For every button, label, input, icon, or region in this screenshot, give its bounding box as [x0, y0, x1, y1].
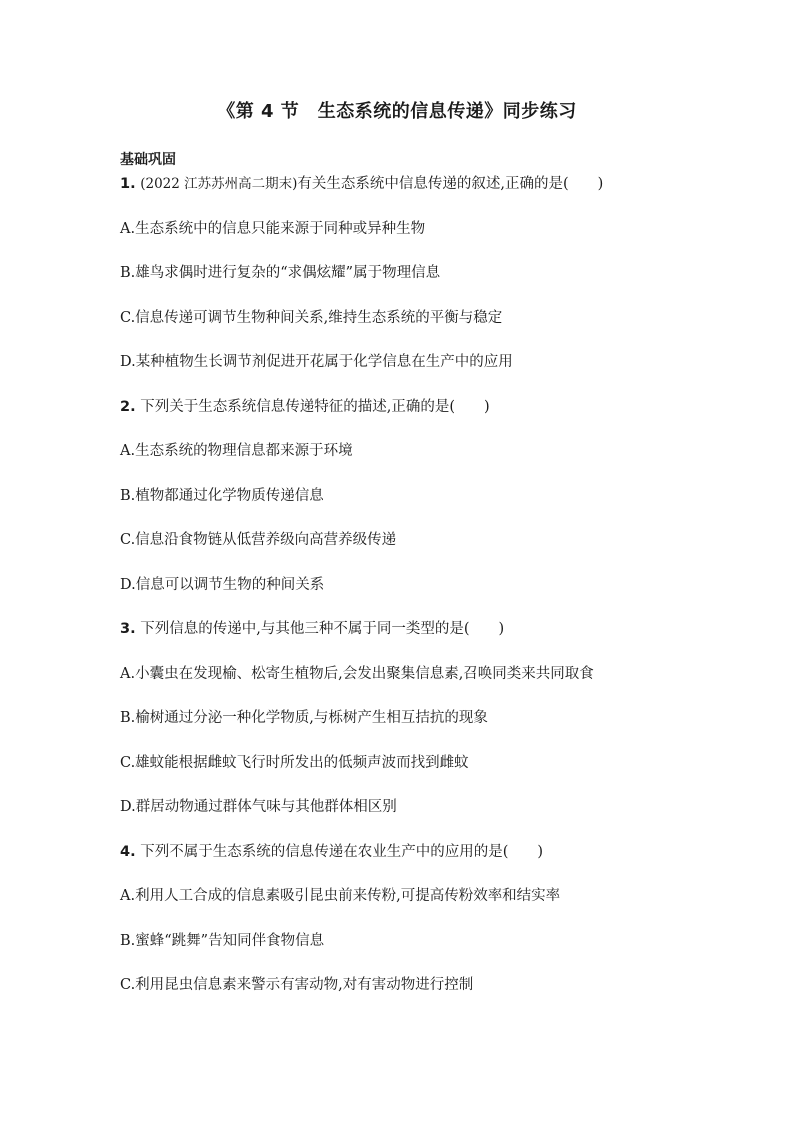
question-stem — [120, 385, 700, 430]
question-text: 下列不属于生态系统的信息传递在农业生产中的应用的是( ) — [140, 843, 544, 860]
section-heading: 基础巩固 — [120, 152, 176, 168]
question-number: 3. — [120, 621, 136, 637]
option-a: A.利用人工合成的信息素吸引昆虫前来传粉,可提高传粉效率和结实率 — [120, 888, 561, 904]
option-b: B.植物都通过化学物质传递信息 — [120, 487, 324, 504]
option-b: B.雄鸟求偶时进行复杂的“求偶炫耀”属于物理信息 — [120, 265, 441, 281]
option-a: A.生态系统中的信息只能来源于同种或异种生物 — [120, 220, 426, 237]
question-list — [120, 162, 700, 1008]
option-a: A.生态系统的物理信息都来源于环境 — [120, 443, 353, 459]
option-b: B.蜜蜂“跳舞”告知同伴食物信息 — [120, 932, 325, 949]
question-text: 下列关于生态系统信息传递特征的描述,正确的是( ) — [140, 398, 490, 415]
option-d: D.某种植物生长调节剂促进开花属于化学信息在生产中的应用 — [120, 354, 513, 370]
option-d: D.群居动物通过群体气味与其他群体相区别 — [120, 799, 397, 815]
option-c: C.利用昆虫信息素来警示有害动物,对有害动物进行控制 — [120, 977, 474, 993]
document-title: 《第 4 节 生态系统的信息传递》同步练习 — [217, 101, 577, 122]
option-b: B.榆树通过分泌一种化学物质,与栎树产生相互拮抗的现象 — [120, 710, 488, 726]
option-c: C.信息沿食物链从低营养级向高营养级传递 — [120, 532, 397, 548]
question-stem — [120, 162, 700, 207]
question-number: 4. — [120, 843, 136, 860]
question-text: 下列信息的传递中,与其他三种不属于同一类型的是( ) — [140, 621, 505, 637]
question-text: 有关生态系统中信息传递的叙述,正确的是( ) — [297, 176, 604, 192]
question-source: (2022 江苏苏州高二期末) — [140, 176, 298, 192]
option-c: C.雄蚊能根据雌蚊飞行时所发出的低频声波而找到雌蚊 — [120, 754, 469, 771]
option-a: A.小囊虫在发现榆、松寄生植物后,会发出聚集信息素,召唤同类来共同取食 — [120, 665, 594, 682]
question-stem — [120, 607, 700, 652]
question-stem — [120, 830, 700, 875]
question-number: 1. — [120, 176, 136, 192]
option-d: D.信息可以调节生物的种间关系 — [120, 576, 325, 593]
option-c: C.信息传递可调节生物种间关系,维持生态系统的平衡与稳定 — [120, 309, 503, 326]
question-number: 2. — [120, 398, 136, 415]
